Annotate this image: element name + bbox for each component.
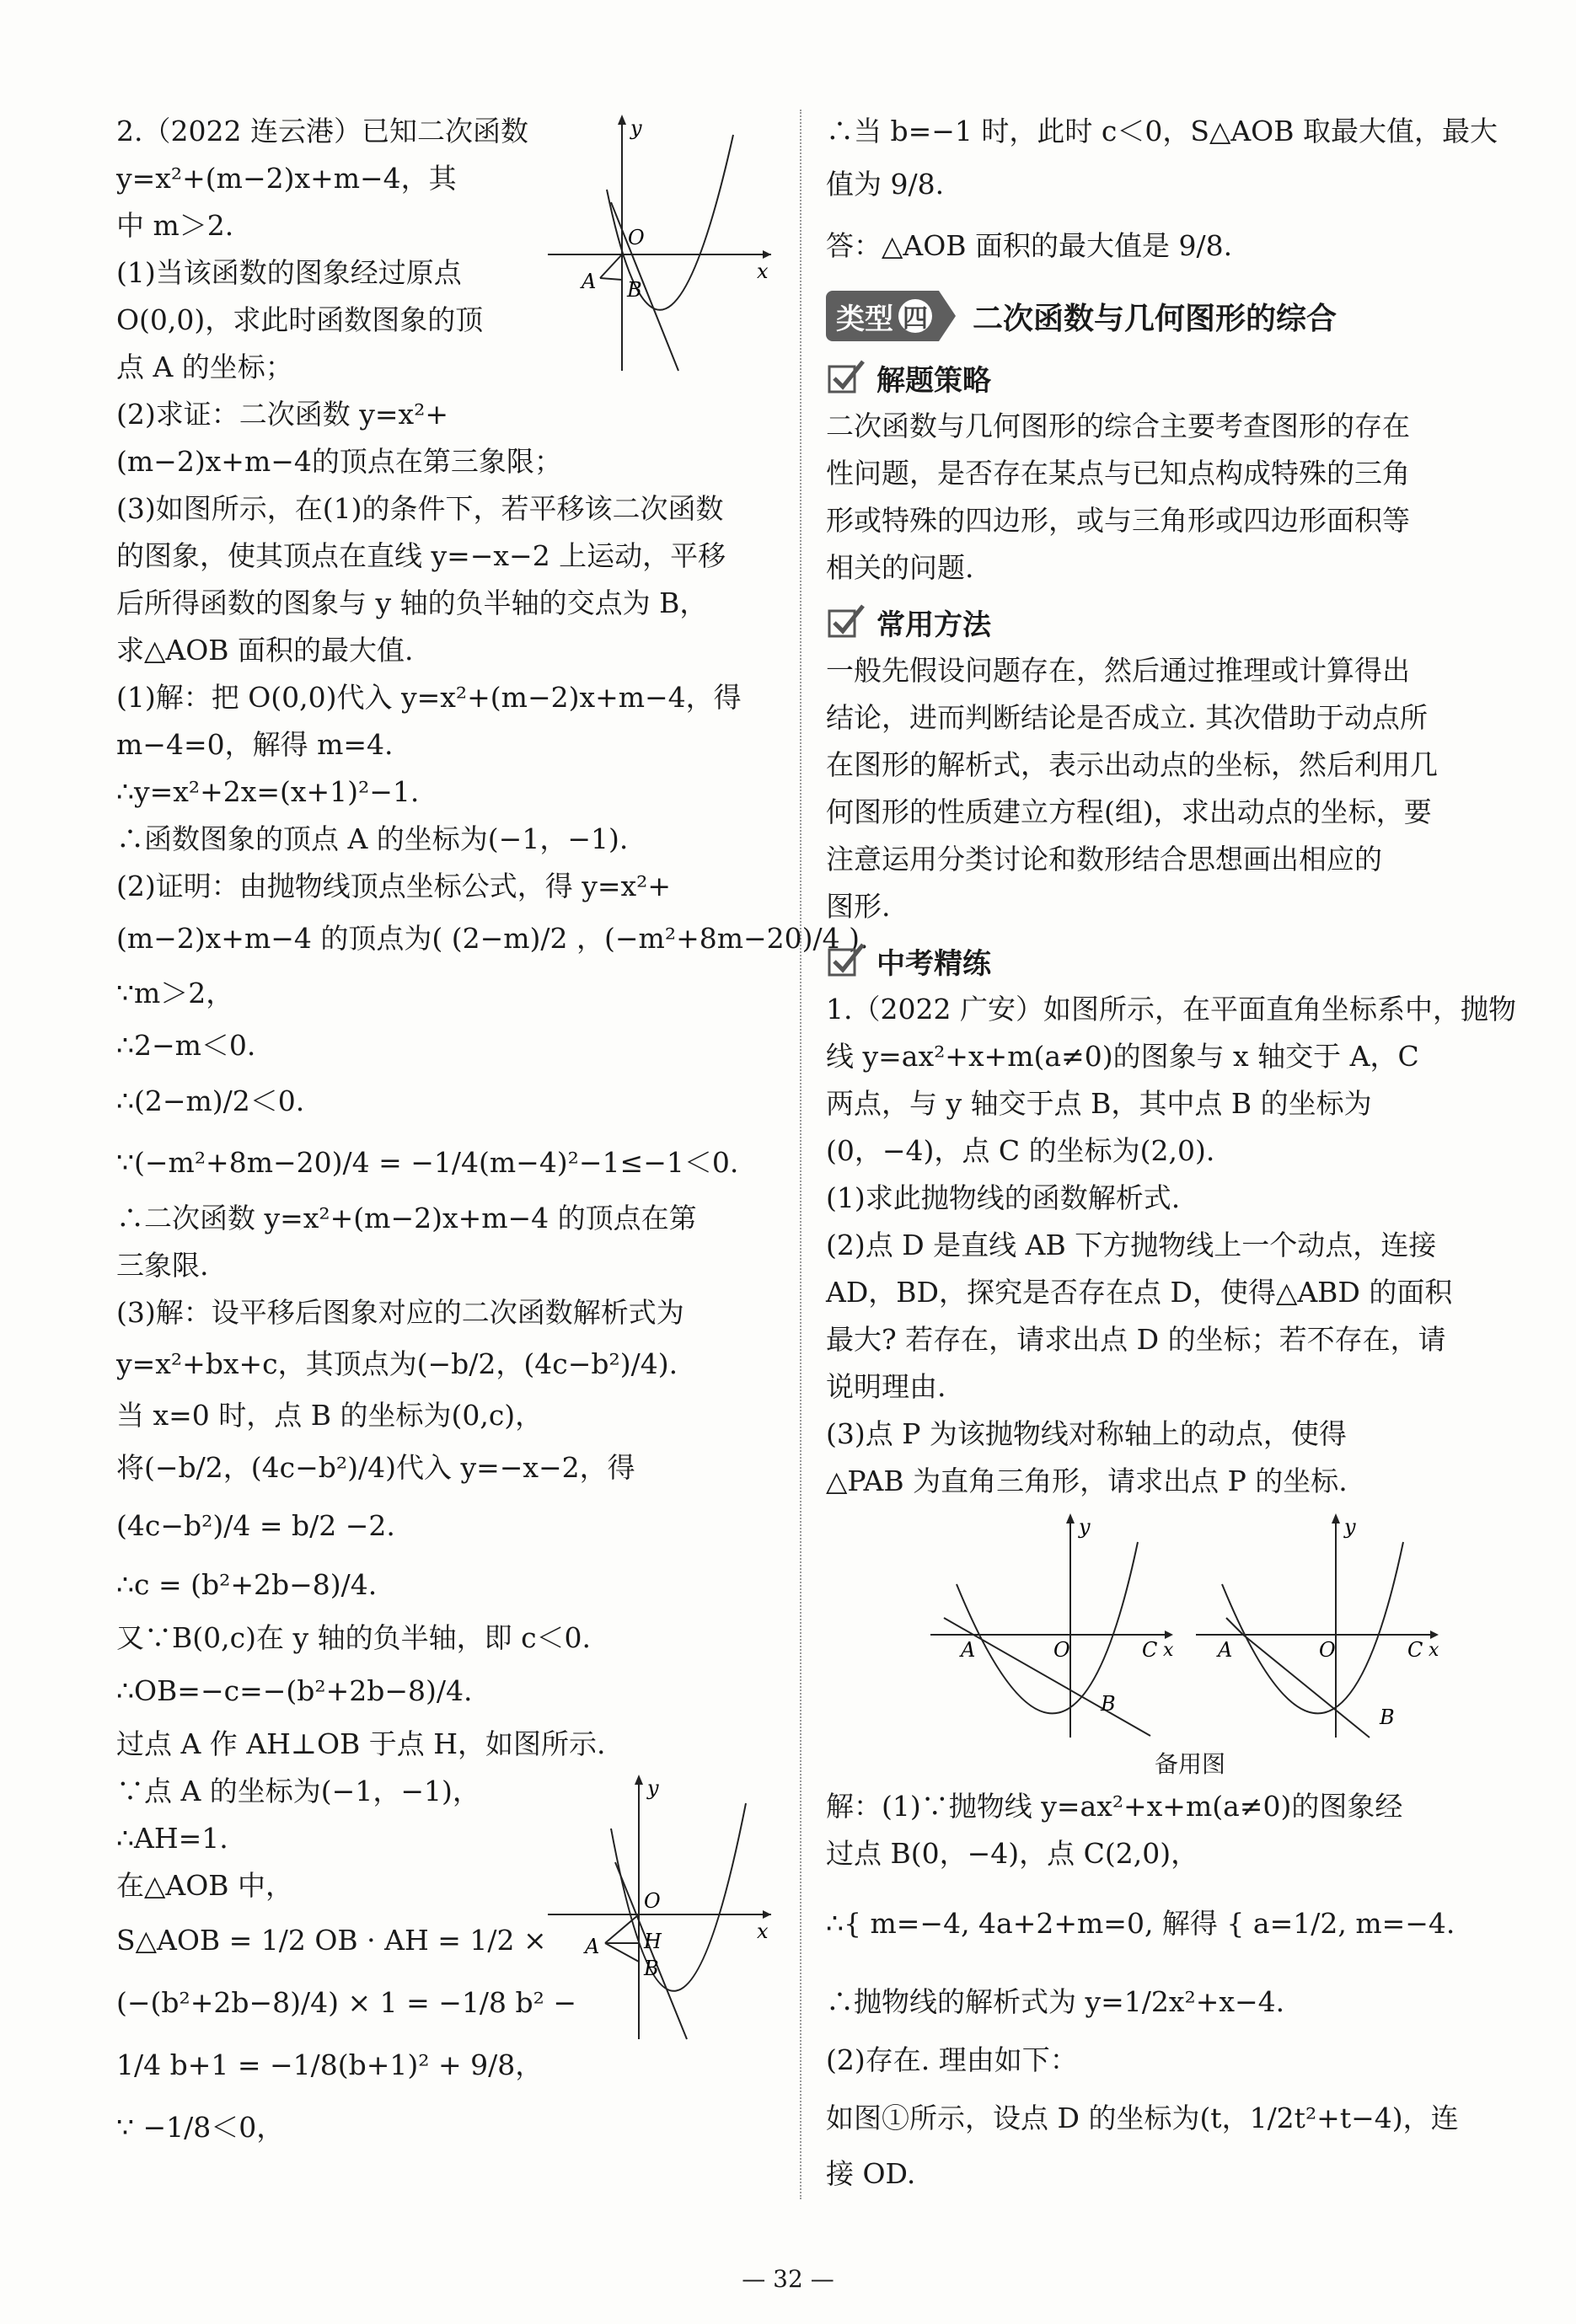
solution-line: 解：(1)∵抛物线 y=ax²+x+m(a≠0)的图象经 [826,1790,1403,1823]
point-C-label: C [1407,1638,1423,1662]
solution-line: y=x²+bx+c，其顶点为(−b/2，(4c−b²)/4). [116,1347,678,1380]
y-label: y [1079,1515,1091,1539]
tag-arrow-icon [939,291,956,341]
solution-line: 又∵B(0,c)在 y 轴的负半轴，即 c＜0. [116,1621,592,1654]
problem-2-line: (3)如图所示，在(1)的条件下，若平移该二次函数 [116,492,724,525]
solution-line: 过点 B(0，−4)，点 C(2,0)， [826,1837,1199,1870]
solution-line: (2)存在. 理由如下： [826,2043,1078,2076]
origin-label: O [628,226,645,249]
y-axis-arrow-icon [1066,1513,1075,1523]
problem-2-line: 2.（2022 连云港）已知二次函数 [116,115,528,147]
solution-line: (m−2)x+m−4 的顶点为( (2−m)/2 ，(−m²+8m−20)/4 ). [116,922,869,955]
solution-line: ∴(2−m)/2＜0. [116,1084,305,1117]
section-header [826,352,1492,403]
solution-line: 1/4 b+1 = −1/8(b+1)² + 9/8， [116,2048,544,2081]
section-text: 二次函数与几何图形的综合主要考查图形的存在 [826,410,1410,442]
solution-line: 三象限. [116,1249,209,1282]
x-label: x [1429,1640,1439,1661]
x-axis-arrow-icon [763,1910,771,1919]
parabola-curve [611,1803,746,1991]
point-A-label: A [1218,1638,1233,1662]
type-tag-label: 类型 [836,302,893,336]
point-B-label: B [1101,1692,1116,1716]
problem-1-line: 说明理由. [826,1370,946,1403]
line-AB [600,278,622,280]
point-H-label: H [644,1930,662,1953]
problem-2-line: (1)当该函数的图象经过原点 [116,256,462,289]
solution-line: 当 x=0 时，点 B 的坐标为(0,c)， [116,1399,544,1432]
right-column [826,108,1516,2198]
problem-1-line: (3)点 P 为该抛物线对称轴上的动点，使得 [826,1417,1347,1450]
y-axis-arrow-icon [1332,1513,1340,1523]
x-label: x [1163,1640,1174,1661]
problem-2-line: y=x²+(m−2)x+m−4，其 [116,162,457,195]
solution-line: ∴y=x²+2x=(x+1)²−1. [116,775,420,808]
parabola-curve [1222,1542,1403,1713]
point-B-label: B [644,1957,659,1980]
solution-line: ∵ −1/8＜0， [116,2111,285,2144]
problem-2-line: O(0,0)，求此时函数图象的顶 [116,303,484,336]
type-title: 二次函数与几何图形的综合 [973,301,1337,336]
problem-2-line: 中 m＞2. [116,209,234,242]
type-tag-number: 四 [898,299,932,333]
section-title: 中考精练 [876,946,991,981]
problem-1-line: 两点，与 y 轴交于点 B，其中点 B 的坐标为 [826,1087,1372,1120]
section-title: 解题策略 [876,363,991,398]
problem-1-line: 线 y=ax²+x+m(a≠0)的图象与 x 轴交于 A，C [826,1040,1419,1073]
problem-1-line: △PAB 为直角三角形，请求出点 P 的坐标. [826,1465,1348,1497]
x-axis-arrow-icon [1165,1631,1173,1639]
section-text: 注意运用分类讨论和数形结合思想画出相应的 [826,843,1382,876]
checkbox-check-icon [826,602,866,641]
y-label: y [1344,1515,1356,1539]
figure-caption: 备用图 [1155,1750,1226,1778]
point-A-label: A [582,270,597,293]
solution-line: ∴AH=1. [116,1822,228,1855]
answer-line: ∴当 b=−1 时，此时 c＜0，S△AOB 取最大值，最大 [826,115,1498,147]
section-text: 在图形的解析式，表示出动点的坐标，然后利用几 [826,748,1438,781]
checkbox-check-icon [826,358,866,397]
problem-1-line: (0，−4)，点 C 的坐标为(2,0). [826,1134,1215,1167]
problem-1-line: (2)点 D 是直线 AB 下方抛物线上一个动点，连接 [826,1229,1437,1261]
y-axis-arrow-icon [618,115,626,125]
solution-line: 在△AOB 中， [116,1869,294,1902]
solution-line: 将(−b/2，(4c−b²)/4)代入 y=−x−2，得 [116,1451,635,1484]
parabola-figure-4 [1193,1508,1445,1744]
solution-line: (4c−b²)/4 = b/2 −2. [116,1509,395,1542]
solution-line: ∴抛物线的解析式为 y=1/2x²+x−4. [826,1985,1285,2018]
y-axis-arrow-icon [635,1775,643,1785]
x-label: x [757,260,769,283]
solution-line: (3)解：设平移后图象对应的二次函数解析式为 [116,1296,684,1329]
solution-line: (1)解：把 O(0,0)代入 y=x²+(m−2)x+m−4，得 [116,681,742,714]
point-B-label: B [627,278,642,302]
column-divider [800,110,801,2199]
y-label: y [630,116,642,140]
solution-line: ∴2−m＜0. [116,1029,256,1062]
x-axis-arrow-icon [1430,1631,1439,1639]
problem-1-line: AD，BD，探究是否存在点 D，使得△ABD 的面积 [826,1276,1453,1309]
solution-line: ∴c = (b²+2b−8)/4. [116,1568,378,1601]
point-A-label: A [961,1638,976,1662]
page-number: — 32 — [742,2265,834,2293]
solution-line: 接 OD. [826,2157,916,2190]
solution-line: ∴OB=−c=−(b²+2b−8)/4. [116,1674,473,1707]
section-text: 形或特殊的四边形，或与三角形或四边形面积等 [826,504,1410,537]
point-A-label: A [585,1935,600,1958]
point-B-label: B [1380,1706,1395,1729]
point-C-label: C [1142,1638,1158,1662]
solution-line: m−4=0，解得 m=4. [116,728,394,761]
problem-2-line: 求△AOB 面积的最大值. [116,634,414,667]
section-text: 相关的问题. [826,551,974,584]
solution-line: (2)证明：由抛物线顶点坐标公式，得 y=x²+ [116,870,672,902]
section-text: 图形. [826,890,891,923]
type-tag [826,291,939,341]
line-OA [600,254,622,278]
parabola-figure-1 [539,110,775,388]
solution-line: ∵m＞2， [116,977,234,1009]
parabola-curve [957,1542,1138,1713]
solution-line: ∵(−m²+8m−20)/4 = −1/4(m−4)²−1≤−1＜0. [116,1146,739,1179]
solution-line: ∵点 A 的坐标为(−1，−1)， [116,1775,480,1807]
checkbox-check-icon [826,941,866,980]
x-axis-arrow-icon [763,250,771,259]
section-text: 结论，进而判断结论是否成立. 其次借助于动点所 [826,701,1428,734]
parabola-curve [607,135,733,310]
section-text: 一般先假设问题存在，然后通过推理或计算得出 [826,654,1410,687]
solution-line: ∴函数图象的顶点 A 的坐标为(−1，−1). [116,822,629,855]
answer-line: 值为 9/8. [826,168,945,201]
problem-2-line: (m−2)x+m−4的顶点在第三象限； [116,445,562,478]
solution-line: 如图①所示，设点 D 的坐标为(t，1/2t²+t−4)，连 [826,2102,1459,2134]
section-text: 何图形的性质建立方程(组)，求出动点的坐标，要 [826,795,1432,828]
problem-2-line: (2)求证：二次函数 y=x²+ [116,398,449,431]
line-AB [1243,1635,1370,1738]
solution-line: 过点 A 作 AH⊥OB 于点 H，如图所示. [116,1727,606,1760]
type-banner [826,290,1492,342]
solution-line: ∴二次函数 y=x²+(m−2)x+m−4 的顶点在第 [116,1202,697,1234]
problem-2-line: 后所得函数的图象与 y 轴的负半轴的交点为 B， [116,586,708,619]
origin-label: O [1319,1638,1336,1662]
solution-line: (−(b²+2b−8)/4) × 1 = −1/8 b² − [116,1986,577,2019]
section-title: 常用方法 [876,608,991,642]
parabola-figure-2 [539,1770,775,2056]
problem-2-line: 的图象，使其顶点在直线 y=−x−2 上运动，平移 [116,539,726,572]
y-label: y [647,1776,659,1800]
problem-1-line: (1)求此抛物线的函数解析式. [826,1181,1181,1214]
origin-label: O [644,1889,661,1913]
x-label: x [757,1920,769,1943]
problem-1-line: 最大? 若存在，请求出点 D 的坐标；若不存在，请 [826,1323,1446,1356]
problem-1-line: 1.（2022 广安）如图所示，在平面直角坐标系中，抛物 [826,993,1516,1025]
answer-line: 答：△AOB 面积的最大值是 9/8. [826,229,1233,262]
problem-2-line: 点 A 的坐标； [116,351,293,383]
section-header [826,597,1492,647]
solution-line: S△AOB = 1/2 OB · AH = 1/2 × [116,1924,547,1957]
figure-pair [826,1505,1492,1783]
solution-line: ∴{ m=−4, 4a+2+m=0, 解得 { a=1/2, m=−4. [826,1907,1455,1940]
section-header [826,935,1492,986]
parabola-figure-3 [927,1508,1180,1744]
section-text: 性问题，是否存在某点与已知点构成特殊的三角 [826,457,1410,490]
line-AB [605,1943,639,1962]
origin-label: O [1053,1638,1070,1662]
